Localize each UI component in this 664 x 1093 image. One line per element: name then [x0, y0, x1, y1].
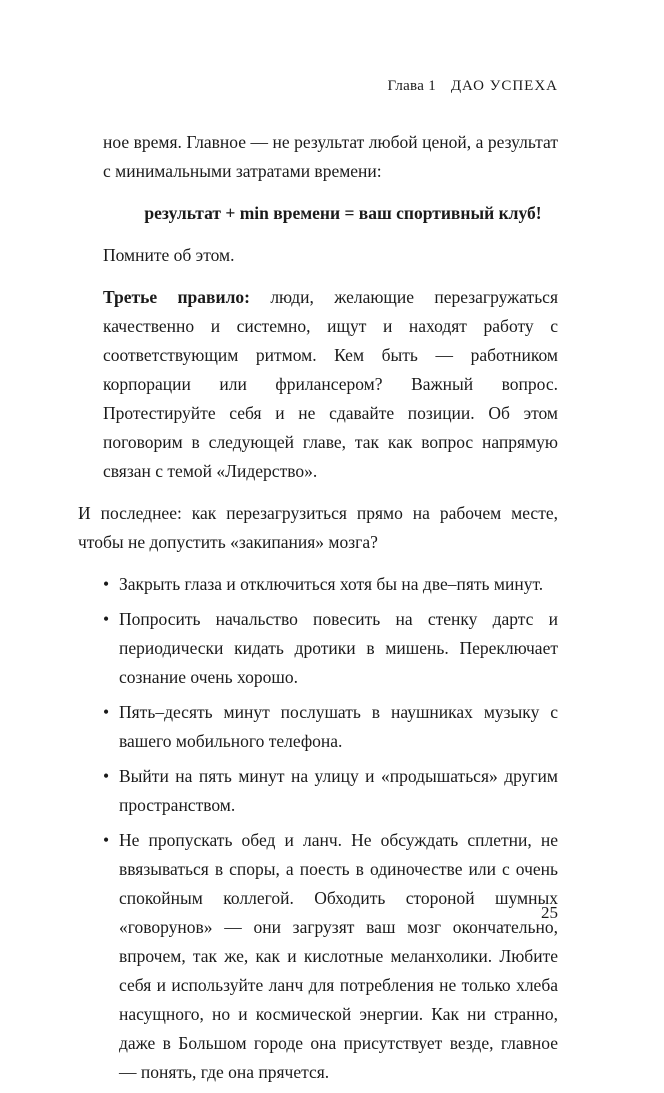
rule-three-label: Третье правило:: [103, 287, 250, 307]
paragraph-continuation: ное время. Главное — не результат любой ценой, а результат с минимальными затратами времени:: [103, 132, 558, 181]
list-item: [103, 698, 558, 756]
page-body: [78, 128, 558, 1093]
page-number: 25: [541, 903, 558, 922]
paragraph-reminder: Помните об этом.: [103, 245, 235, 265]
bullet-marker: •: [103, 702, 110, 722]
chapter-number: Глава 1: [387, 78, 437, 94]
running-header: [387, 78, 558, 95]
list-item: [103, 570, 558, 599]
formula-line: результат + min времени = ваш спортивный клуб!: [144, 203, 542, 223]
list-item-text: Не пропускать обед и ланч. Не обсуждать сплетни, не ввязываться в споры, а поесть в одиночестве или с очень спокойным коллегой. Обходить стороной шумных «говорунов» — они загрузят ваш мозг окончательно, впрочем, так же, как и кислотные меланхолики. Любите себя и используйте ланч для потребления не только хлеба насущного, но и космической энергии. Как ни странно, даже в Большом городе она присутствует везде, главное — понять, где она прячется.: [119, 830, 558, 1082]
bullet-list: [103, 570, 558, 1087]
list-item: [103, 762, 558, 820]
list-item-text: Выйти на пять минут на улицу и «продышаться» другим пространством.: [119, 766, 558, 815]
list-item: [103, 605, 558, 692]
paragraph-rule-three: [103, 283, 558, 486]
chapter-title: ДАО УСПЕХА: [450, 78, 558, 94]
list-item-text: Пять–десять минут послушать в наушниках музыку с вашего мобильного телефона.: [119, 702, 558, 751]
list-item: [103, 826, 558, 1087]
bullet-marker: •: [103, 766, 110, 786]
list-item-text: Закрыть глаза и отключиться хотя бы на две–пять минут.: [119, 574, 544, 594]
paragraph-last: И последнее: как перезагрузиться прямо на рабочем месте, чтобы не допустить «закипания» мозга?: [78, 503, 558, 552]
list-item-text: Попросить начальство повесить на стенку дартс и периодически кидать дротики в мишень. Переключает сознание очень хорошо.: [119, 609, 558, 687]
bullet-marker: •: [103, 574, 110, 594]
indented-section: [78, 128, 558, 486]
bullet-marker: •: [103, 609, 110, 629]
rule-three-text: люди, желающие перезагружаться качественно и системно, ищут и находят работу с соответствующим ритмом. Кем быть — работником корпорации или фрилансером? Важный вопрос. Протестируйте себя и не сдавайте позиции. Об этом поговорим в следующей главе, так как вопрос напрямую связан с темой «Лидерство».: [103, 287, 558, 481]
bullet-marker: •: [103, 830, 110, 850]
